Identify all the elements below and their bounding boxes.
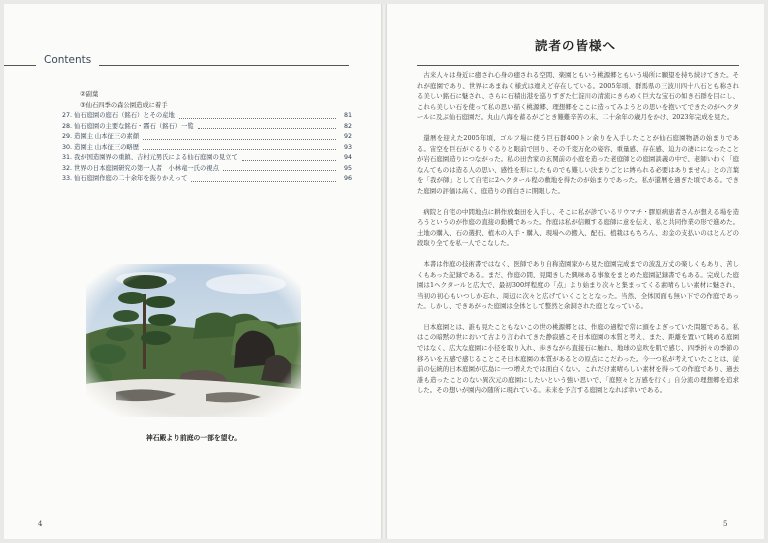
photo-caption: 神石殿より前庭の一部を望む。 (145, 434, 242, 442)
toc-title: 仙石庭園の主要な銘石・霧石（銘石）一覧 (74, 122, 194, 130)
toc-entry[interactable] (62, 143, 352, 154)
paragraph: 還暦を迎えた2005年頃、ゴルフ場に使う巨石群400トン余りを入手したことが仙石庭園物語の始まりである。宙空を巨石がぐるりぐるりと眼前で回り、その千変万化の姿容、重量感、存在感、迫力の凄にになったことが岩石庭園造りにつながった。私の田舎家の玄関前の小庭を造った老庭師との庭園談義の中で、老師いわく「庭なんてものは造る人の思い、感性を形にしたものでも難しい決まりごとに縛られる必要はありません」との言葉を「我が師」として自宅に2ヘクタール程の敷地を得たのが始まりであった。私が還暦を過ぎた頃である。できた庭園の評価は高く、庭造りの面白さに開眼した。 (417, 133, 739, 195)
toc-num: 31. (62, 154, 73, 161)
page-title: 読者の皆様へ (534, 38, 616, 53)
body-text (417, 70, 739, 406)
toc-title: 仙石庭園作庭の二十余年を振りかえって (74, 175, 188, 182)
toc-num: 30. (62, 143, 73, 151)
table-of-contents (62, 90, 352, 185)
toc-num: 29. (62, 133, 73, 140)
toc-page: 93 (343, 143, 352, 151)
toc-num: 33. (62, 175, 73, 182)
toc-page: 82 (343, 122, 352, 130)
page-number-right: 5 (723, 520, 728, 528)
toc-entry[interactable] (62, 174, 352, 185)
toc-title: 造園主 山本征三の素顔 (74, 133, 140, 140)
toc-page: 96 (343, 175, 352, 182)
toc-entry[interactable] (62, 132, 352, 143)
toc-title: 造園主 山本征三の略歴 (74, 143, 140, 151)
toc-page: 94 (343, 154, 352, 161)
toc-entry[interactable] (62, 111, 352, 122)
toc-entry[interactable] (62, 122, 352, 133)
title-rule (417, 65, 739, 66)
contents-rule-right (99, 65, 349, 66)
toc-num: 28. (62, 122, 73, 130)
paragraph: 日本庭園とは、誰も見たこともないこの世の桃源郷とは、作庭の過程で常に頭をよぎっていた問題である。私はこの暗黙の世において古より言われてきた静寂感こそ日本庭園の本質と考え、また、距離を置いて眺める庭園ではなく、広大な庭園に小径を取り入れ、歩きながら直接石に触れ、地球の息吹を肌で感じ、四季折々の季節の移ろいを五感で感じることこそ日本庭園の本質があるとの原点にこだわった。今一つ私が考えていたことは、従前の伝統的日本庭園が広島に一つ増えたでは面白くない。これだけ素晴らしい素材を得っての作庭であり、過去誰も造ったことのない異次元の庭園にしたいという強い思いで、「庭照々と万感を行く」自分流の理想郷を追求した。その想いが園内の随所に現れている。未来を予言する庭園となれば幸いである。 (417, 322, 739, 395)
contents-rule-left (4, 65, 36, 66)
paragraph: 古来人々は身近に癒され心身の癒される空間、楽園ともいう桃源郷ともいう場所に願望を持ち続けてきた。それが庭園であり、世界にあまねく様式は違えど存在している。2005年頃、群馬県の三波川四十八石とも称される美しい銘石に魅され、さらに石積出港を巡りすぎた仁淀川の清流にきらめく巨大な宝石の如き石群を目にし、これら美しい石を使って私の思い描く桃源郷、理想郷をここに造ってみようとの思いを抱いてできたのがヘクタールに及ぶ仙石庭園だ。丸山八海を蓄るがごとき難難辛苦の末、二十余年の歳月をかけ、2023年完成を見た。 (417, 71, 739, 122)
toc-title: 世界の日本庭園研究の第一人者 小林竜一氏の視点 (74, 164, 219, 172)
toc-title: 仙石庭園の庭石（銘石）とその産地 (74, 112, 175, 119)
garden-photo (86, 264, 301, 417)
toc-page: 92 (343, 133, 352, 140)
contents-title: Contents (44, 54, 92, 66)
toc-entry[interactable] (62, 164, 352, 175)
paragraph: 本書は作庭の技術書ではなく、医師であり自称造園家から見た庭園完成までの波乱万丈の楽しくもあり、苦しくもあった記録である。まだ、作庭の間、見聞きした興味ある事象をまとめた庭園記録書でもある。完成した庭園は1ヘクタールと広大で、最初300坪程度の「点」より始まり次々と集まってくる素晴らしい素材に魅され、当初の初心もいつしか忘れ、周辺に次々と広げていくこととなった。当然、全体図面も無い下での作庭であった。しかし、できあがった庭園は全体として整然と余洞された庭となっている。 (417, 259, 739, 311)
toc-entry[interactable] (62, 153, 352, 164)
toc-subitem: ②副葉 (80, 91, 99, 98)
toc-page: 81 (343, 112, 352, 119)
toc-num: 27. (62, 112, 73, 119)
toc-num: 32. (62, 164, 73, 172)
paragraph: 病院と自宅の中間地点に耕作放棄田を入手し、そこに私が診ているリウマチ・膠原病患者さんが想える場を造ろうというのが作庭の直接の動機であった。作庭は私が信頼する庭師に意を伝え、私と共同作業の形で進めた。土地の購入、石の選択、植木の入手・購入、現場への搬入、配石、植栽はもちろん、お金の支払いのはとんどの段取り全てを私一人でこなした。 (417, 207, 739, 248)
left-page (4, 4, 381, 539)
toc-subitem: ③仙石四季の森公園造成に着手 (80, 101, 168, 109)
toc-title: 我が国造園界の重鎮、吉村元男氏による仙石庭園の見立て (74, 154, 238, 161)
toc-page: 95 (343, 164, 352, 172)
page-number-left: 4 (38, 520, 43, 528)
right-page (387, 4, 764, 539)
